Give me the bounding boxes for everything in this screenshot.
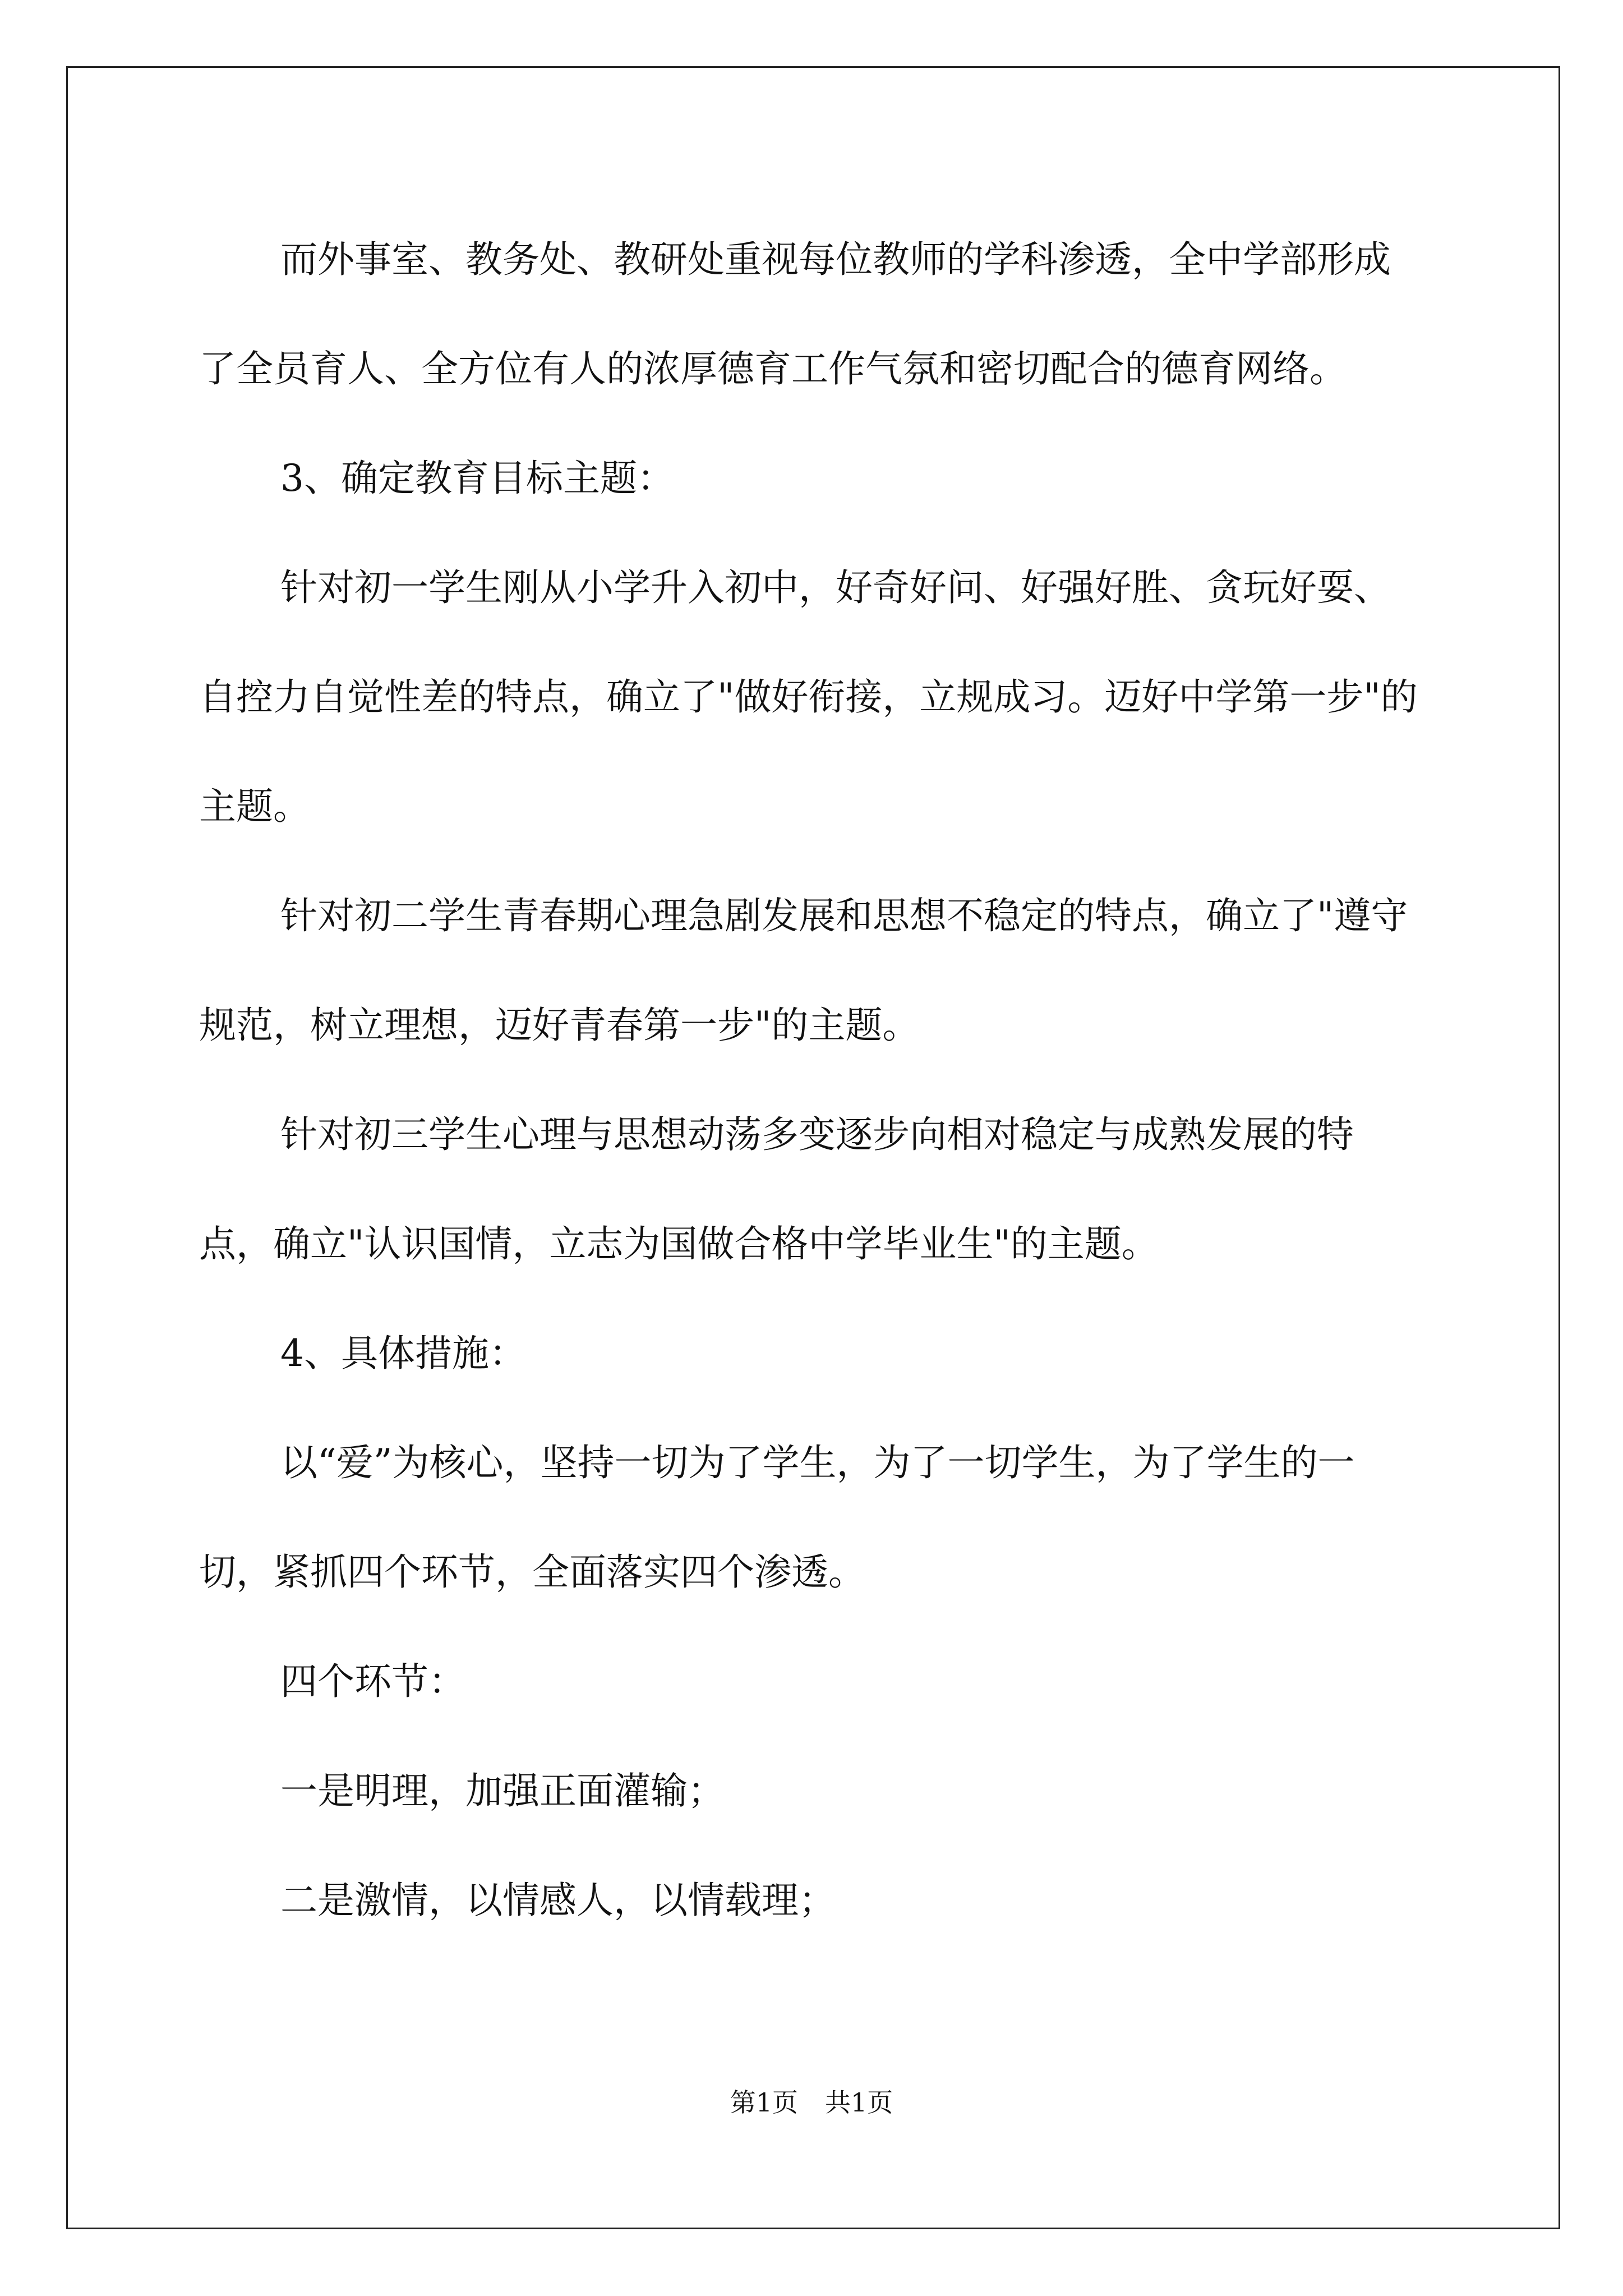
- paragraph-grade-three: 针对初三学生心理与思想动荡多变逐步向相对稳定与成熟发展的特点，确立"认识国情，立志为国做合格中学毕业生"的主题。: [199, 1113, 1354, 1266]
- page-number: 第1页: [730, 2087, 798, 2118]
- paragraph-four-links-title: 四个环节：: [280, 1660, 465, 1703]
- paragraph-grade-one: 针对初一学生刚从小学升入初中，好奇好问、好强好胜、贪玩好耍、自控力自觉性差的特点，确立了"做好衔接，立规成习。迈好中学第一步"的主题。: [199, 566, 1418, 828]
- list-item-first-link: 一是明理，加强正面灌输；: [280, 1769, 725, 1812]
- document-body: [199, 205, 1427, 1955]
- list-item-second-link: 二是激情，以情感人，以情载理；: [280, 1879, 836, 1922]
- heading-specific-measures: 4、具体措施：: [280, 1332, 526, 1375]
- page-footer: [0, 2086, 1623, 2119]
- heading-education-goals: 3、确定教育目标主题：: [280, 457, 674, 500]
- paragraph-grade-two: 针对初二学生青春期心理急剧发展和思想不稳定的特点，确立了"遵守规范，树立理想，迈好青春第一步"的主题。: [199, 894, 1408, 1047]
- paragraph-love-core: 以“爱”为核心，坚持一切为了学生，为了一切学生，为了学生的一切，紧抓四个环节，全面落实四个渗透。: [199, 1441, 1355, 1594]
- page-total: 共1页: [825, 2087, 893, 2118]
- paragraph-school-departments: 而外事室、教务处、教研处重视每位教师的学科渗透，全中学部形成了全员育人、全方位有人的浓厚德育工作气氛和密切配合的德育网络。: [199, 238, 1391, 390]
